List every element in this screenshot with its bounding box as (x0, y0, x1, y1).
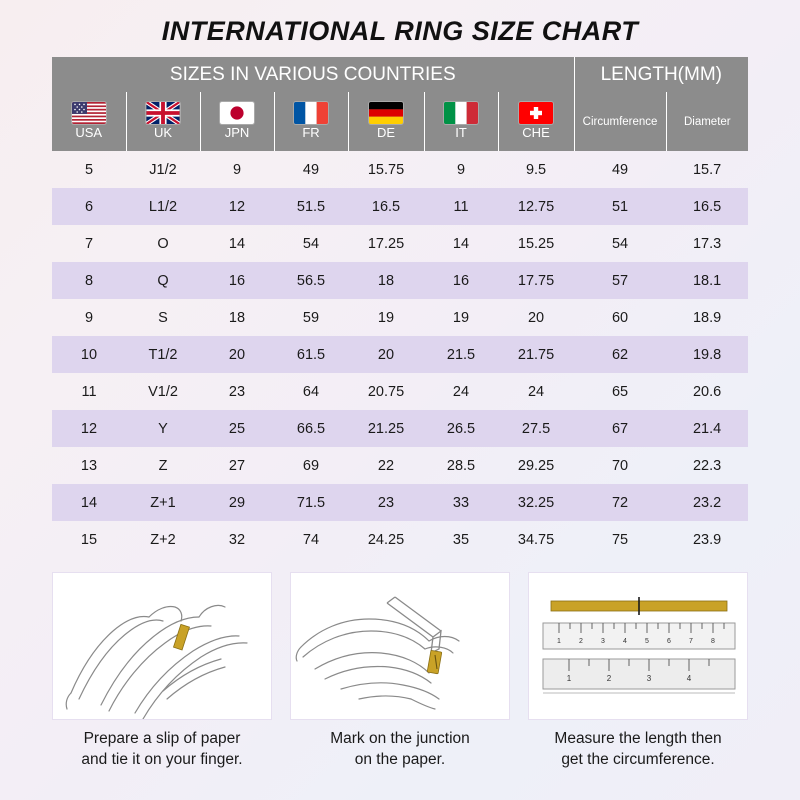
svg-text:1: 1 (557, 638, 561, 645)
step-2 (290, 572, 510, 771)
cell-diameter: 18.9 (692, 309, 722, 326)
svg-text:7: 7 (689, 638, 693, 645)
cell-che: 34.75 (517, 531, 555, 548)
cell-jpn: 20 (200, 336, 274, 373)
cell-usa: 14 (52, 484, 126, 521)
step-2-caption-line2: on the paper. (354, 750, 446, 768)
table-row (52, 299, 748, 336)
cell-it: 14 (452, 235, 470, 252)
cell-diameter: 17.3 (692, 235, 722, 252)
group-header-length: LENGTH(MM) (574, 57, 748, 92)
cell-it: 9 (456, 161, 466, 178)
cell-jpn: 18 (228, 309, 246, 326)
cell-che: 21.75 (498, 336, 574, 373)
cell-usa: 15 (80, 531, 98, 548)
cell-uk: O (157, 235, 169, 252)
cell-jpn: 14 (228, 235, 246, 252)
ring-size-table (52, 57, 748, 558)
step-2-caption (330, 729, 470, 771)
table-country-header-row (52, 92, 748, 151)
step-1 (52, 572, 272, 771)
step-1-caption (81, 729, 242, 771)
cell-usa: 7 (84, 235, 94, 252)
column-header-it-label: IT (455, 124, 467, 140)
svg-text:3: 3 (646, 674, 652, 683)
column-header-usa-label: USA (75, 124, 103, 140)
cell-de: 24.25 (367, 531, 405, 548)
column-header-circumference (574, 92, 666, 151)
cell-diameter: 23.9 (692, 531, 722, 548)
column-header-diameter-label: Diameter (683, 116, 731, 128)
column-header-fr-label: FR (302, 124, 320, 140)
cell-fr: 66.5 (274, 410, 348, 447)
step-2-caption-line1: Mark on the junction (330, 730, 470, 747)
cell-uk: Z (158, 457, 168, 474)
cell-usa: 11 (81, 383, 97, 400)
ruler-measure-illustration-icon (528, 572, 748, 720)
cell-de: 18 (348, 262, 424, 299)
cell-jpn: 16 (200, 262, 274, 299)
cell-fr: 74 (302, 531, 320, 548)
cell-circumference: 70 (611, 457, 629, 474)
cell-de: 16.5 (348, 188, 424, 225)
cell-usa: 8 (52, 262, 126, 299)
cell-it: 33 (424, 484, 498, 521)
svg-text:3: 3 (601, 638, 605, 645)
cell-circumference: 72 (574, 484, 666, 521)
cell-uk: Z+2 (150, 531, 176, 548)
cell-diameter: 20.6 (692, 383, 722, 400)
hand-paper-strip-illustration-icon (52, 572, 272, 720)
column-header-jpn-label: JPN (224, 124, 250, 140)
cell-uk: Q (126, 262, 200, 299)
cell-de: 20.75 (367, 383, 405, 400)
table-row (52, 447, 748, 484)
cell-uk: J1/2 (149, 161, 177, 178)
cell-jpn: 23 (228, 383, 246, 400)
column-header-che-label: CHE (522, 124, 550, 140)
flag-switzerland-icon (519, 102, 553, 124)
cell-uk: T1/2 (126, 336, 200, 373)
cell-che: 29.25 (517, 457, 555, 474)
cell-uk: L1/2 (126, 188, 200, 225)
cell-che: 20 (527, 309, 545, 326)
cell-circumference: 60 (611, 309, 629, 326)
cell-it: 24 (452, 383, 470, 400)
cell-che: 32.25 (498, 484, 574, 521)
cell-fr: 69 (302, 457, 320, 474)
column-header-diameter (666, 92, 748, 151)
cell-jpn: 29 (200, 484, 274, 521)
step-3-caption-line1: Measure the length then (554, 730, 722, 747)
svg-text:1: 1 (566, 674, 572, 683)
instruction-steps (52, 572, 748, 771)
cell-uk: S (158, 309, 168, 326)
cell-diameter: 18.1 (666, 262, 748, 299)
svg-text:2: 2 (579, 638, 583, 645)
svg-text:8: 8 (711, 638, 715, 645)
cell-jpn: 25 (200, 410, 274, 447)
svg-text:4: 4 (623, 638, 627, 645)
cell-diameter: 19.8 (666, 336, 748, 373)
svg-text:4: 4 (686, 674, 692, 683)
flag-usa-icon (72, 102, 106, 124)
flag-japan-icon (220, 102, 254, 124)
table-row (52, 151, 748, 188)
cell-che: 12.75 (498, 188, 574, 225)
cell-usa: 6 (52, 188, 126, 225)
table-body (52, 151, 748, 558)
column-header-uk (126, 92, 200, 151)
cell-it: 21.5 (424, 336, 498, 373)
cell-usa: 5 (84, 161, 94, 178)
flag-germany-icon (369, 102, 403, 124)
cell-de: 17.25 (367, 235, 405, 252)
cell-diameter: 16.5 (666, 188, 748, 225)
column-header-de (348, 92, 424, 151)
column-header-che (498, 92, 574, 151)
cell-fr: 71.5 (274, 484, 348, 521)
cell-de: 22 (377, 457, 395, 474)
cell-che: 17.75 (498, 262, 574, 299)
column-header-de-label: DE (376, 124, 396, 140)
cell-it: 19 (452, 309, 470, 326)
flag-uk-icon (146, 102, 180, 124)
column-header-jpn (200, 92, 274, 151)
cell-diameter: 23.2 (666, 484, 748, 521)
cell-fr: 59 (302, 309, 320, 326)
page-title: INTERNATIONAL RING SIZE CHART (161, 16, 639, 46)
cell-de: 21.25 (348, 410, 424, 447)
cell-fr: 49 (302, 161, 320, 178)
group-header-countries: SIZES IN VARIOUS COUNTRIES (52, 57, 574, 92)
cell-uk: Y (126, 410, 200, 447)
table-row (52, 410, 748, 447)
table-row (52, 225, 748, 262)
cell-jpn: 12 (200, 188, 274, 225)
cell-circumference: 65 (611, 383, 629, 400)
table-row (52, 373, 748, 410)
step-1-caption-line2: and tie it on your finger. (81, 750, 243, 768)
cell-usa: 10 (52, 336, 126, 373)
table-row (52, 521, 748, 558)
cell-fr: 61.5 (274, 336, 348, 373)
cell-che: 15.25 (517, 235, 555, 252)
table-row (52, 188, 748, 225)
cell-uk: V1/2 (148, 383, 178, 400)
step-3-caption-line2: get the circumference. (561, 750, 715, 768)
cell-fr: 64 (302, 383, 320, 400)
step-1-caption-line1: Prepare a slip of paper (83, 730, 241, 747)
table-row (52, 484, 748, 521)
cell-circumference: 62 (574, 336, 666, 373)
table-group-header-row (52, 57, 748, 92)
cell-circumference: 75 (611, 531, 629, 548)
column-header-it (424, 92, 498, 151)
cell-de: 20 (348, 336, 424, 373)
svg-text:5: 5 (645, 638, 649, 645)
cell-fr: 51.5 (274, 188, 348, 225)
flag-italy-icon (444, 102, 478, 124)
cell-fr: 56.5 (274, 262, 348, 299)
cell-diameter: 15.7 (692, 161, 722, 178)
cell-it: 26.5 (424, 410, 498, 447)
flag-france-icon (294, 102, 328, 124)
cell-de: 15.75 (367, 161, 405, 178)
cell-de: 23 (348, 484, 424, 521)
table-row (52, 336, 748, 373)
cell-jpn: 9 (232, 161, 242, 178)
column-header-circumference-label: Circumference (582, 116, 658, 128)
cell-diameter: 22.3 (692, 457, 722, 474)
cell-it: 28.5 (446, 457, 476, 474)
svg-text:2: 2 (606, 674, 612, 683)
cell-de: 19 (377, 309, 395, 326)
cell-fr: 54 (302, 235, 320, 252)
column-header-uk-label: UK (153, 124, 173, 140)
cell-circumference: 49 (611, 161, 629, 178)
cell-che: 27.5 (498, 410, 574, 447)
cell-che: 24 (527, 383, 545, 400)
cell-usa: 13 (80, 457, 98, 474)
cell-it: 11 (424, 188, 498, 225)
column-header-fr (274, 92, 348, 151)
cell-che: 9.5 (525, 161, 547, 178)
cell-circumference: 67 (574, 410, 666, 447)
step-3-caption (554, 729, 721, 771)
cell-usa: 9 (84, 309, 94, 326)
cell-jpn: 32 (228, 531, 246, 548)
column-header-usa (52, 92, 126, 151)
cell-it: 16 (424, 262, 498, 299)
cell-it: 35 (452, 531, 470, 548)
cell-circumference: 54 (611, 235, 629, 252)
size-table-container (52, 57, 748, 558)
cell-circumference: 51 (574, 188, 666, 225)
table-row (52, 262, 748, 299)
svg-text:6: 6 (667, 638, 671, 645)
step-3 (528, 572, 748, 771)
cell-uk: Z+1 (126, 484, 200, 521)
hand-pen-mark-illustration-icon (290, 572, 510, 720)
cell-diameter: 21.4 (666, 410, 748, 447)
cell-usa: 12 (52, 410, 126, 447)
cell-circumference: 57 (574, 262, 666, 299)
cell-jpn: 27 (228, 457, 246, 474)
